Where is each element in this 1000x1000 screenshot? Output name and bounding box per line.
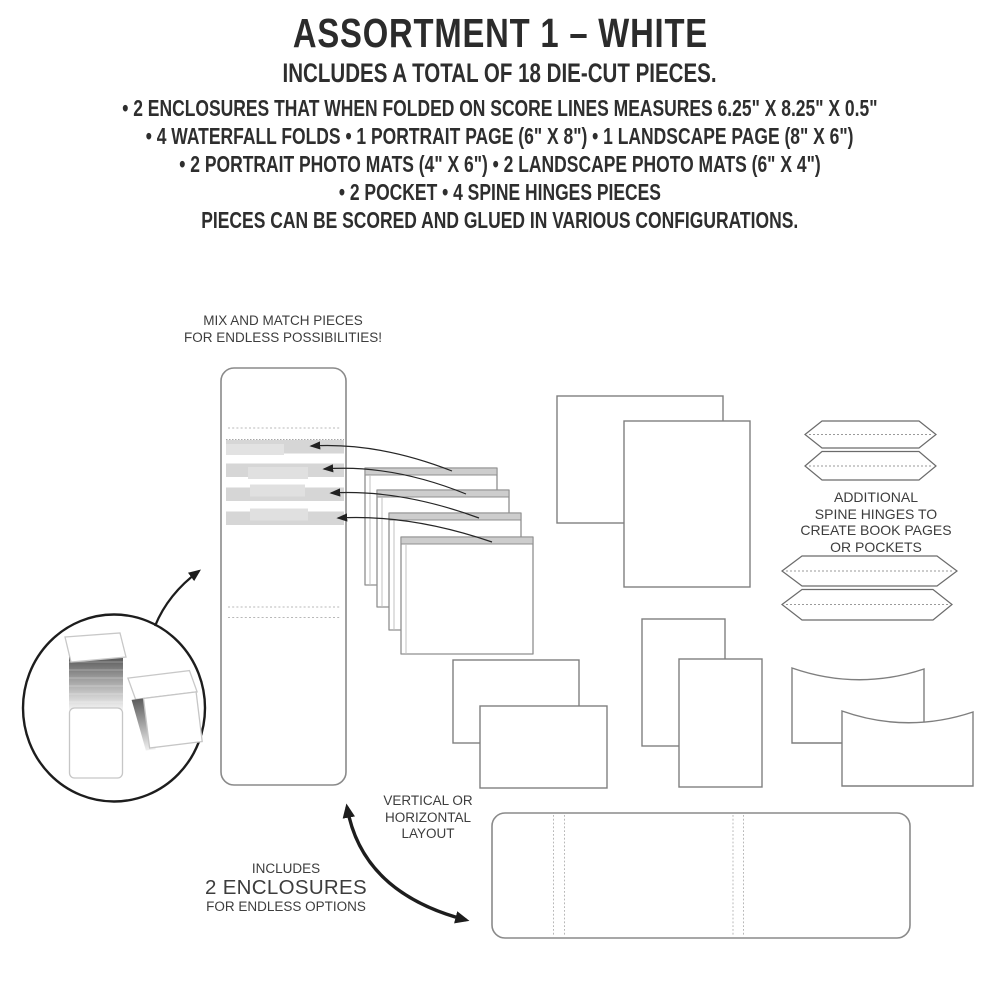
layout-line: LAYOUT bbox=[401, 826, 455, 841]
bubble-arrow bbox=[155, 571, 199, 626]
spine-hinge bbox=[805, 452, 936, 481]
enclosure-detail-bubble bbox=[23, 615, 205, 802]
includes-line: 2 ENCLOSURES bbox=[205, 876, 367, 899]
spine-hinge bbox=[782, 590, 952, 621]
horizontal-enclosure bbox=[492, 813, 910, 938]
mix-match-label bbox=[163, 313, 403, 346]
subtitle: INCLUDES A TOTAL OF 18 DIE-CUT PIECES. bbox=[282, 58, 718, 88]
note-line: PIECES CAN BE SCORED AND GLUED IN VARIOUS CONFIGURATIONS. bbox=[201, 207, 799, 233]
waterfall-fold bbox=[401, 537, 533, 654]
open-envelope bbox=[65, 633, 126, 778]
additional-hinges-line: CREATE BOOK PAGES bbox=[800, 522, 952, 538]
page-title-text: ASSORTMENT 1 – WHITE bbox=[292, 10, 708, 56]
detail-line: • 2 ENCLOSURES THAT WHEN FOLDED ON SCORE LINES MEASURES 6.25" X 8.25" X 0.5" bbox=[122, 95, 878, 121]
landscape-photo-mat bbox=[480, 706, 607, 788]
spine-hinge bbox=[782, 556, 957, 586]
detail-line: • 4 WATERFALL FOLDS • 1 PORTRAIT PAGE (6" X 8") • 1 LANDSCAPE PAGE (8" X 6") bbox=[146, 123, 854, 149]
spine-hinge bbox=[805, 421, 936, 448]
envelope-body bbox=[144, 692, 203, 748]
envelope-flap bbox=[65, 633, 126, 662]
mix-match-line: MIX AND MATCH PIECES bbox=[203, 313, 363, 328]
pocket bbox=[842, 711, 973, 786]
additional-hinges-label bbox=[776, 489, 976, 555]
additional-hinges-line: SPINE HINGES TO bbox=[814, 505, 938, 522]
includes-line: FOR ENDLESS OPTIONS bbox=[206, 899, 366, 914]
detail-line: • 2 PORTRAIT PHOTO MATS (4" X 6") • 2 LANDSCAPE PHOTO MATS (6" X 4") bbox=[179, 151, 821, 177]
envelope-body bbox=[70, 708, 123, 778]
layout-line: VERTICAL OR bbox=[383, 793, 473, 808]
additional-hinges-line: ADDITIONAL bbox=[833, 489, 918, 505]
layout-label bbox=[368, 793, 488, 843]
detail-line: • 2 POCKET • 4 SPINE HINGES PIECES bbox=[338, 179, 662, 205]
vertical-enclosure bbox=[221, 368, 346, 785]
includes-enclosures-label bbox=[181, 861, 391, 915]
portrait-page bbox=[624, 421, 750, 587]
additional-hinges-line: OR POCKETS bbox=[830, 538, 922, 555]
mix-match-line: FOR ENDLESS POSSIBILITIES! bbox=[183, 329, 383, 345]
portrait-photo-mat bbox=[679, 659, 762, 787]
includes-line: INCLUDES bbox=[251, 861, 321, 876]
layout-line: HORIZONTAL bbox=[384, 809, 471, 825]
